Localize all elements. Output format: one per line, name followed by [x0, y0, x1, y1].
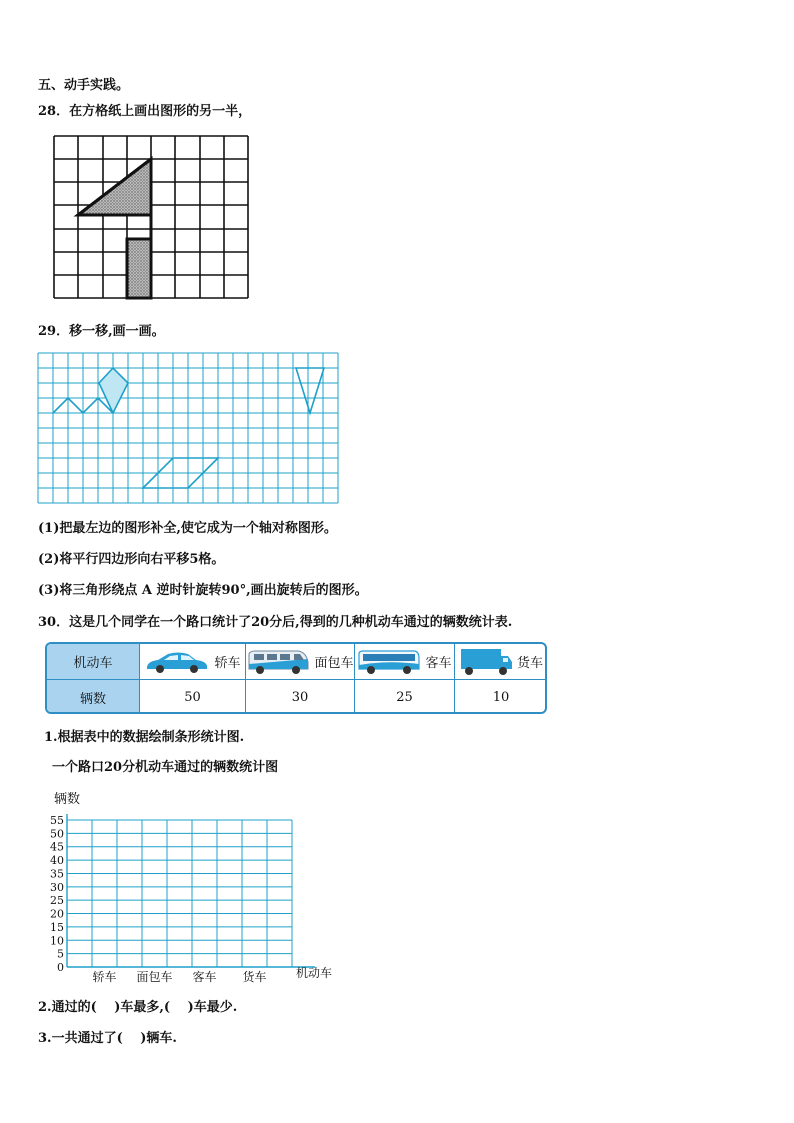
- vehicle-cell-truck: [455, 644, 547, 679]
- q29-sub3: (3)将三角形绕点 A 逆时针旋转90°,画出旋转后的图形。: [38, 583, 368, 598]
- count-minivan: 30: [246, 680, 355, 714]
- y-tick-label: 40: [50, 854, 64, 868]
- vehicle-table: [45, 642, 547, 714]
- q28-text: 28．在方格纸上画出图形的另一半，: [38, 104, 252, 119]
- y-tick-label: 20: [50, 907, 64, 921]
- vehicle-name: 客车: [425, 656, 452, 671]
- vehicle-name: 面包车: [314, 656, 354, 671]
- y-tick-label: 10: [50, 934, 64, 948]
- q30-sub3: 3.一共通过了( )辆车.: [38, 1031, 177, 1046]
- count-label: 辆数: [47, 680, 140, 714]
- vehicle-name: 轿车: [214, 656, 241, 671]
- section-title: 五、动手实践。: [38, 78, 130, 93]
- y-tick-label: 35: [50, 867, 64, 881]
- q28-grid: [50, 131, 254, 305]
- bar-chart: [40, 785, 350, 985]
- q30-text: 30．这是几个同学在一个路口统计了20分后,得到的几种机动车通过的辆数统计表.: [38, 615, 513, 630]
- table-row: [47, 644, 545, 679]
- x-tick-label: 面包车: [136, 970, 173, 984]
- x-axis-label: 机动车: [296, 966, 333, 980]
- vehicle-cell-bus: [355, 644, 455, 679]
- y-tick-label: 25: [50, 894, 64, 908]
- y-tick-label: 50: [50, 827, 64, 841]
- table-row: [47, 679, 545, 714]
- q29-text: 29．移一移,画一画。: [38, 324, 165, 339]
- header-label: 机动车: [47, 644, 140, 679]
- x-tick-label: 货车: [242, 970, 267, 984]
- y-tick-label: 45: [50, 840, 64, 854]
- q29-kite: [99, 368, 128, 413]
- x-tick-label: 轿车: [92, 970, 117, 984]
- y-tick-label: 15: [50, 920, 64, 934]
- count-sedan: 50: [140, 680, 246, 714]
- vehicle-cell-minivan: [246, 644, 355, 679]
- y-tick-label: 0: [57, 961, 64, 974]
- q29-grid: [36, 350, 346, 508]
- q29-sub1: (1)把最左边的图形补全,使它成为一个轴对称图形。: [38, 521, 337, 536]
- q29-sub2: (2)将平行四边形向右平移5格。: [38, 552, 225, 567]
- q30-sub1: 1.根据表中的数据绘制条形统计图.: [44, 730, 245, 745]
- vehicle-name: 货车: [516, 656, 543, 671]
- q29-triangle: [296, 368, 324, 413]
- bus-icon: [357, 648, 421, 676]
- minivan-icon: [246, 648, 310, 676]
- count-truck: 10: [492, 690, 510, 705]
- y-tick-label: 30: [50, 880, 64, 894]
- sedan-icon: [144, 649, 210, 675]
- y-tick-label: 5: [57, 947, 64, 961]
- chart-title: 一个路口20分机动车通过的辆数统计图: [52, 760, 279, 775]
- vehicle-cell-sedan: [140, 644, 246, 679]
- x-tick-label: 客车: [192, 970, 217, 984]
- y-axis-label: 辆数: [54, 792, 81, 807]
- truck-icon: [459, 647, 513, 677]
- count-bus: 25: [355, 680, 455, 714]
- y-tick-label: 55: [50, 814, 64, 827]
- q30-sub2: 2.通过的( )车最多,( )车最少.: [38, 1000, 238, 1015]
